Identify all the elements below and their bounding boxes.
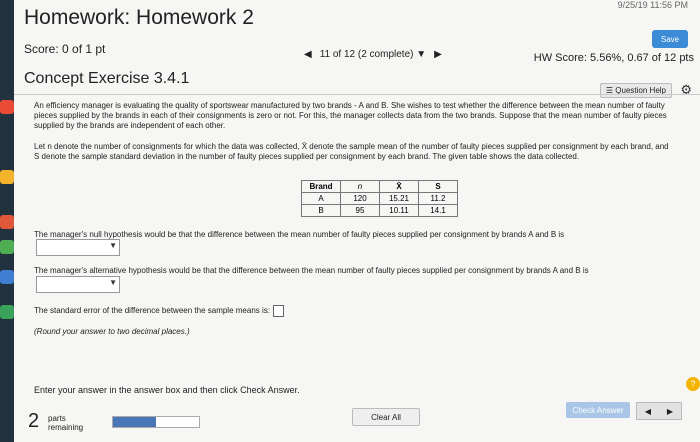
left-dock (0, 0, 14, 442)
question-definition: Let n denote the number of consignments for which the data was collected, X̄ denote the sample mean of the number of faulty pieces supplied per consignment by each brand, and S denote the sample standard deviation in the number of faulty pieces supplied per consignment by each brand. The given table shows the data collected. (34, 142, 669, 161)
table-cell: 11.2 (419, 193, 458, 205)
table-cell: 15.21 (380, 193, 419, 205)
page-title: Homework: Homework 2 (24, 6, 254, 29)
question-title: Concept Exercise 3.4.1 (24, 70, 190, 87)
dock-icon-6[interactable] (0, 305, 14, 319)
table-row (302, 205, 458, 217)
chevron-down-icon: ▼ (109, 241, 117, 250)
alt-hypothesis-prompt: The manager's alternative hypothesis would be that the difference between the mean number of faulty pieces supplied per consignment by brands A and B is (34, 266, 589, 275)
score-text: Score: 0 of 1 pt (24, 42, 106, 56)
footer-instruction: Enter your answer in the answer box and then click Check Answer. (34, 385, 300, 395)
clear-all-button[interactable]: Clear All (352, 408, 420, 426)
dock-icon-4[interactable] (0, 240, 14, 254)
table-cell: B (302, 205, 341, 217)
null-hypothesis-dropdown[interactable] (36, 239, 120, 256)
dock-icon-1[interactable] (0, 100, 14, 114)
dock-icon-2[interactable] (0, 170, 14, 184)
help-icon[interactable]: ? (686, 377, 700, 391)
parts-count: 2 (28, 410, 40, 432)
alt-hypothesis-dropdown[interactable] (36, 276, 120, 293)
table-cell: 95 (341, 205, 380, 217)
std-error-prompt: The standard error of the difference between the sample means is: (34, 306, 270, 316)
list-icon: ☰ (605, 86, 614, 95)
question-navigator (304, 49, 442, 60)
table-header: n (341, 181, 380, 193)
check-answer-button[interactable]: Check Answer (566, 402, 630, 418)
progress-fill (113, 417, 156, 427)
dock-icon-5[interactable] (0, 270, 14, 284)
clock: 9/25/19 11:56 PM (617, 0, 688, 10)
null-hypothesis-prompt: The manager's null hypothesis would be that the difference between the mean number of faulty pieces supplied per consignment by brands A and B is (34, 230, 565, 239)
prev-part-icon[interactable]: ◀ (644, 406, 652, 416)
part-nav (636, 402, 682, 420)
round-note: (Round your answer to two decimal places.) (34, 327, 190, 336)
divider (14, 94, 700, 95)
question-help-button[interactable] (600, 83, 672, 98)
chevron-down-icon: ▼ (416, 49, 427, 60)
save-button[interactable]: Save (652, 30, 688, 48)
table-cell: 10.11 (380, 205, 419, 217)
question-nav-label: 11 of 12 (2 complete) (319, 49, 414, 60)
gear-icon[interactable]: ⚙ (680, 82, 692, 97)
table-header: S (419, 181, 458, 193)
dock-icon-3[interactable] (0, 215, 14, 229)
std-error-answer-box[interactable] (273, 305, 284, 317)
data-table (301, 180, 458, 217)
progress-bar (112, 416, 200, 428)
table-cell: 14.1 (419, 205, 458, 217)
table-header-row (302, 181, 458, 193)
std-error-line (34, 305, 674, 317)
table-header: Brand (302, 181, 341, 193)
chevron-down-icon: ▼ (109, 278, 117, 287)
question-help-label: Question Help (615, 86, 666, 95)
parts-label (48, 414, 83, 432)
homework-window (14, 0, 700, 442)
parts-label-line2: remaining (48, 423, 84, 432)
table-cell: A (302, 193, 341, 205)
next-question-icon[interactable]: ▶ (434, 49, 442, 60)
table-cell: 120 (341, 193, 380, 205)
question-position[interactable] (320, 49, 426, 60)
table-header: X̄ (380, 181, 419, 193)
hw-score: HW Score: 5.56%, 0.67 of 12 pts (533, 52, 694, 64)
table-row (302, 193, 458, 205)
parts-label-line1: parts (48, 414, 66, 423)
next-part-icon[interactable]: ▶ (666, 406, 674, 416)
question-intro: An efficiency manager is evaluating the quality of sportswear manufactured by two brands - A and B. She wishes to test whether the difference between the mean number of faulty pieces supplied by the brands in each of their consignments is zero or not. For this, the manager collects data from the two brands. Suppose that the mean number of faulty pieces supplied by the brands are independent of each other. (34, 101, 667, 130)
prev-question-icon[interactable]: ◀ (304, 49, 312, 60)
